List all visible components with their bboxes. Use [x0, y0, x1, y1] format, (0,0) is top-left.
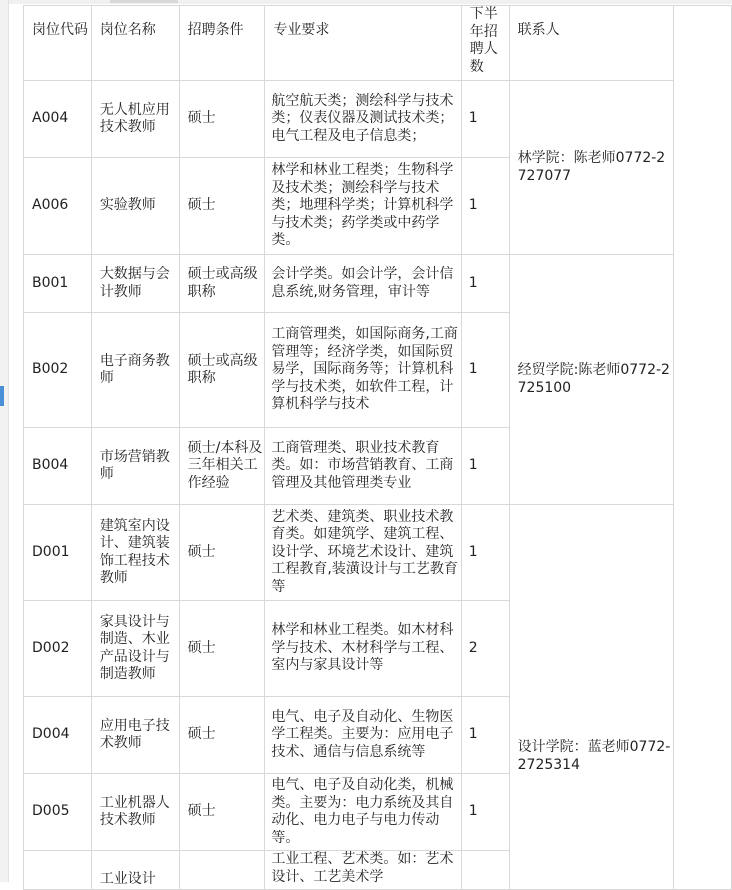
- header-condition: 招聘条件: [179, 6, 265, 81]
- cell-code: D001: [24, 505, 92, 601]
- cell-count: 1: [461, 158, 509, 255]
- cell-count: 1: [461, 774, 509, 851]
- cell-count: 1: [461, 428, 509, 505]
- cell-condition: 硕士/本科及三年相关工作经验: [179, 428, 265, 505]
- cell-requirement: 会计学类。如会计学，会计信息系统,财务管理，审计等: [265, 255, 461, 313]
- table-row: [24, 255, 732, 313]
- cell-count: 1: [461, 255, 509, 313]
- cell-name: 应用电子技术教师: [91, 697, 179, 774]
- cell-condition: 硕士: [179, 601, 265, 697]
- contact-economics: 经贸学院:陈老师0772-2725100: [509, 255, 674, 505]
- cell-requirement: 工商管理类，如国际商务,工商管理等；经济学类，如国际贸易学，国际商务等；计算机科学与技术类，如软件工程，计算机科学与技术: [265, 313, 461, 428]
- cell-code: D005: [24, 774, 92, 851]
- cell-requirement: 工商管理类、职业技术教育类。如：市场营销教育、工商管理及其他管理类专业: [265, 428, 461, 505]
- contact-forestry: 林学院：陈老师0772-2727077: [509, 81, 674, 255]
- cell-code: A004: [24, 81, 92, 158]
- contact-design: 设计学院：蓝老师0772-2725314: [509, 505, 674, 890]
- cell-requirement: 工业工程、艺术类。如：艺术设计、工艺美术学: [265, 851, 461, 890]
- cell-count: [461, 851, 509, 890]
- cell-name: 家具设计与制造、木业产品设计与制造教师: [91, 601, 179, 697]
- cell-name: 建筑室内设计、建筑装饰工程技术教师: [91, 505, 179, 601]
- cell-condition: 硕士: [179, 81, 265, 158]
- cell-name: 无人机应用技术教师: [91, 81, 179, 158]
- cell-condition: 硕士或高级职称: [179, 313, 265, 428]
- cell-code: B001: [24, 255, 92, 313]
- cell-requirement: 电气、电子及自动化类，机械类。主要为：电力系统及其自动化、电力电子与电力传动等。: [265, 774, 461, 851]
- cell-requirement: 电气、电子及自动化、生物医学工程类。主要为：应用电子技术、通信与信息系统等: [265, 697, 461, 774]
- header-name: 岗位名称: [91, 6, 179, 81]
- cell-count: 1: [461, 505, 509, 601]
- cell-code: D002: [24, 601, 92, 697]
- cell-count: 1: [461, 81, 509, 158]
- cell-name: 大数据与会计教师: [91, 255, 179, 313]
- toolbar-tab-indicator: [110, 0, 178, 3]
- cell-count: 1: [461, 697, 509, 774]
- cell-count: 1: [461, 313, 509, 428]
- table-row: [24, 81, 732, 158]
- cell-name: 工业机器人技术教师: [91, 774, 179, 851]
- left-scroll-edge[interactable]: [0, 0, 9, 882]
- cell-code: D004: [24, 697, 92, 774]
- header-code: 岗位代码: [24, 6, 92, 81]
- cell-condition: [179, 851, 265, 890]
- table-header-row: [24, 6, 732, 81]
- cell-condition: 硕士: [179, 774, 265, 851]
- header-count: 下半年招聘人数: [461, 6, 509, 81]
- cell-code: [24, 851, 92, 890]
- table-row: [24, 505, 732, 601]
- cell-name: 实验教师: [91, 158, 179, 255]
- recruitment-table: [23, 5, 732, 890]
- cell-requirement: 林学和林业工程类。如木材科学与技术、木材科学与工程、室内与家具设计等: [265, 601, 461, 697]
- header-contact: 联系人: [509, 6, 674, 81]
- cell-requirement: 林学和林业工程类；生物科学及技术类；测绘科学与技术类；地理科学类；计算机科学与技术类；药学类或中药学类。: [265, 158, 461, 255]
- header-requirement: 专业要求: [265, 6, 461, 81]
- empty-column: [674, 6, 732, 890]
- cell-name: 工业设计: [91, 851, 179, 890]
- cell-name: 电子商务教师: [91, 313, 179, 428]
- cell-code: B002: [24, 313, 92, 428]
- top-toolbar-strip: [0, 0, 732, 4]
- cell-name: 市场营销教师: [91, 428, 179, 505]
- cell-condition: 硕士: [179, 505, 265, 601]
- scroll-marker[interactable]: [0, 386, 4, 406]
- cell-code: B004: [24, 428, 92, 505]
- recruitment-table-container: [23, 5, 732, 890]
- cell-requirement: 航空航天类；测绘科学与技术类；仪表仪器及测试技术类；电气工程及电子信息类；: [265, 81, 461, 158]
- cell-code: A006: [24, 158, 92, 255]
- cell-requirement: 艺术类、建筑类、职业技术教育类。如建筑学、建筑工程、设计学、环境艺术设计、建筑工程教育,装潢设计与工艺教育等: [265, 505, 461, 601]
- cell-count: 2: [461, 601, 509, 697]
- cell-condition: 硕士或高级职称: [179, 255, 265, 313]
- cell-condition: 硕士: [179, 697, 265, 774]
- cell-condition: 硕士: [179, 158, 265, 255]
